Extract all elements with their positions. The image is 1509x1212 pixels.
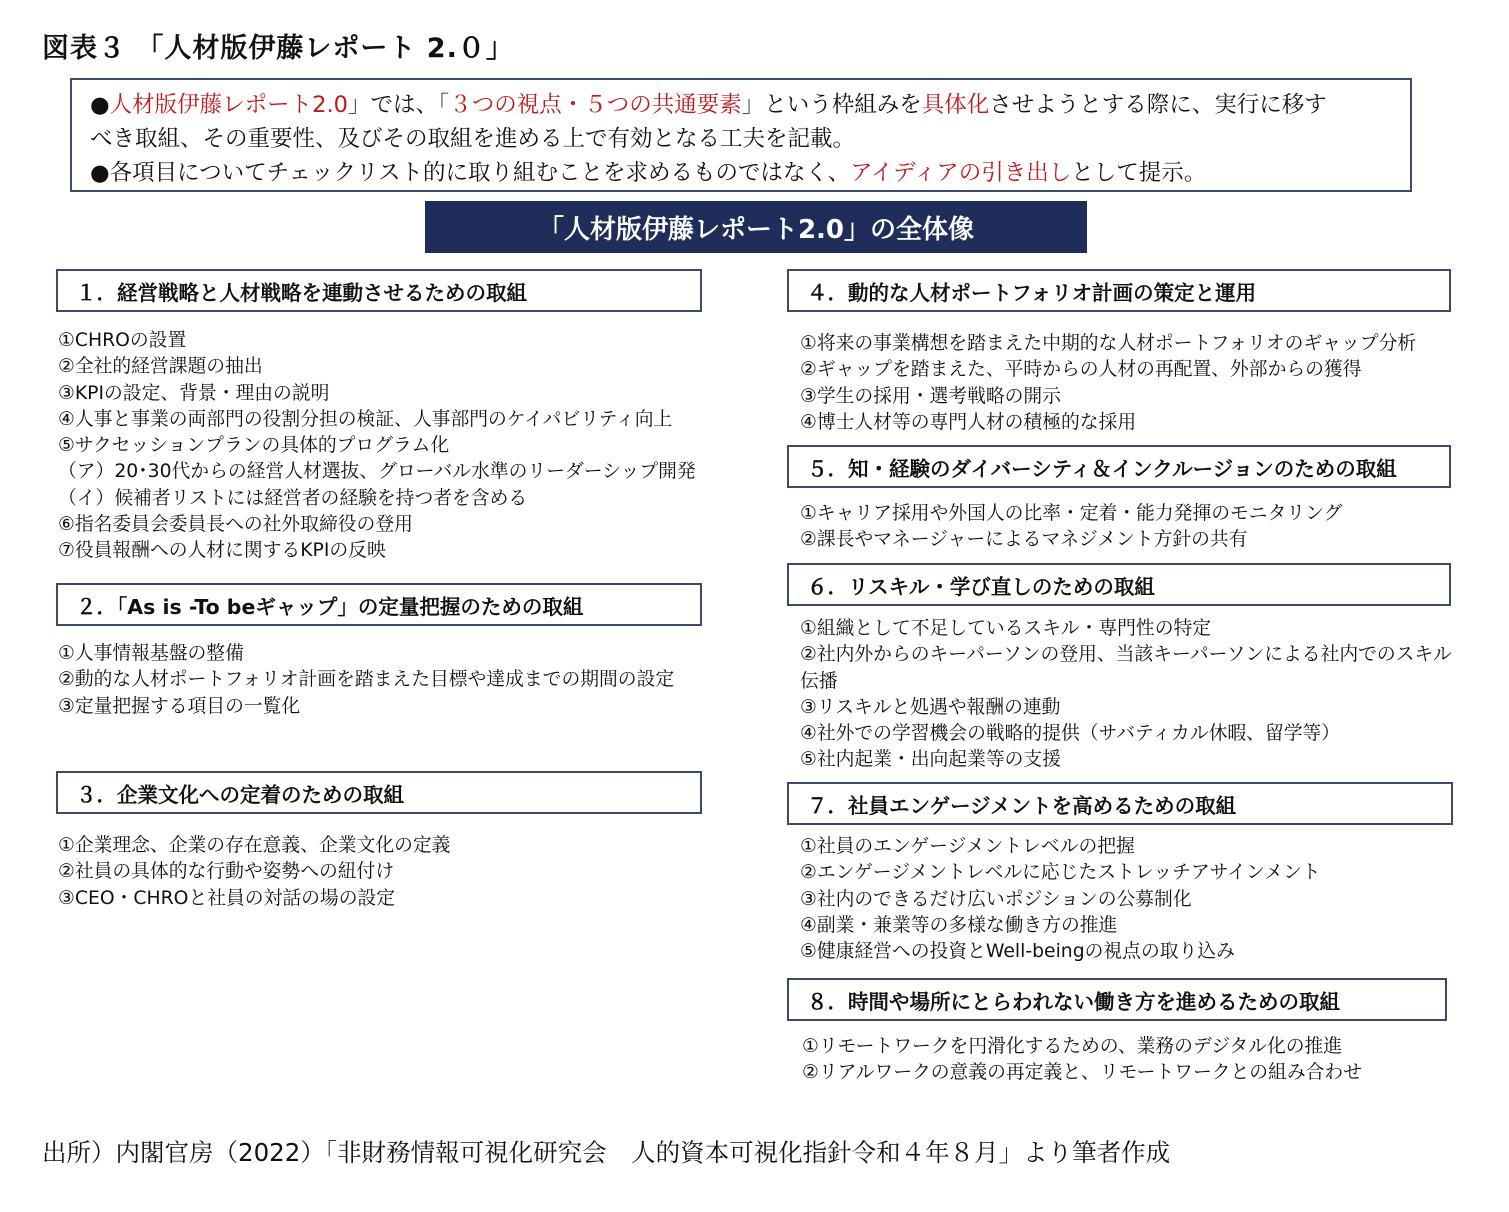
list-item: ③社内のできるだけ広いポジションの公募制化: [800, 888, 1192, 910]
section-heading-7: ７．社員エンゲージメントを高めるための取組: [787, 782, 1453, 825]
list-item: ②課長やマネージャーによるマネジメント方針の共有: [800, 529, 1248, 551]
list-item: ③定量把握する項目の一覧化: [58, 695, 301, 717]
section-heading-6: ６．リスキル・学び直しのための取組: [787, 563, 1451, 606]
list-item: （ア）20･30代からの経営人材選抜、グローバル水準のリーダーシップ開発: [58, 461, 696, 483]
list-item: ①社員のエンゲージメントレベルの把握: [800, 836, 1135, 857]
list-item: ④副業・兼業等の多様な働き方の推進: [800, 914, 1118, 936]
list-item: ⑥指名委員会委員長への社外取締役の登用: [58, 514, 413, 536]
section-heading-4: ４．動的な人材ポートフォリオ計画の策定と運用: [787, 269, 1451, 312]
list-item: ③学生の採用・選考戦略の開示: [800, 385, 1061, 407]
list-item: ①組織として不足しているスキル・専門性の特定: [800, 618, 1212, 639]
list-item: （イ）候補者リストには経営者の経験を持つ者を含める: [58, 487, 528, 509]
list-item: ②全社的経営課題の抽出: [58, 356, 263, 378]
section-items-4: [800, 331, 1416, 436]
list-item: ⑦役員報酬への人材に関するKPIの反映: [58, 540, 386, 562]
list-item: ③KPIの設定、背景・理由の説明: [58, 382, 330, 404]
section-heading-2: ２．「As is -To beギャップ」の定量把握のための取組: [56, 583, 702, 626]
section-heading-5: ５．知・経験のダイバーシティ＆インクルージョンのための取組: [787, 445, 1451, 488]
intro-box: [70, 78, 1412, 192]
list-item: ②エンゲージメントレベルに応じたストレッチアサインメント: [800, 862, 1321, 884]
intro-line-1: ●人材版伊藤レポート2.0」では、「３つの視点・５つの共通要素」という枠組みを具体化させようとする際に、実行に移す: [90, 92, 1327, 118]
list-item: ②リアルワークの意義の再定義と、リモートワークとの組み合わせ: [802, 1062, 1362, 1084]
list-item: ②ギャップを踏まえた、平時からの人材の再配置、外部からの獲得: [800, 359, 1362, 381]
intro-line-3: ●各項目についてチェックリスト的に取り組むことを求めるものではなく、アイディアの引き出しとして提示。: [90, 160, 1207, 186]
list-item: ④社外での学習機会の戦略的提供（サバティカル休暇、留学等）: [800, 723, 1341, 745]
section-heading-3: ３．企業文化への定着のための取組: [56, 771, 702, 814]
section-items-7: [800, 834, 1321, 965]
list-item: ①人事情報基盤の整備: [58, 643, 244, 664]
list-item: ⑤サクセッションプランの具体的プログラム化: [58, 435, 450, 457]
list-item: ③CEO・CHROと社員の対話の場の設定: [58, 887, 396, 909]
list-item: ③リスキルと処遇や報酬の連動: [800, 696, 1061, 718]
list-item: ②社内外からのキーパーソンの登用、当該キーパーソンによる社内でのスキル伝播: [800, 644, 1452, 692]
section-items-8: [802, 1034, 1362, 1087]
list-item: ①企業理念、企業の存在意義、企業文化の定義: [58, 835, 451, 856]
overview-banner: 「人材版伊藤レポート2.0」の全体像: [425, 201, 1087, 253]
list-item: ②動的な人材ポートフォリオ計画を踏まえた目標や達成までの期間の設定: [58, 669, 675, 691]
figure-title: 図表３ 「人材版伊藤レポート 2.０」: [42, 33, 514, 64]
section-items-5: [800, 501, 1342, 554]
section-heading-1: １．経営戦略と人材戦略を連動させるための取組: [56, 269, 702, 312]
list-item: ②社員の具体的な行動や姿勢への紐付け: [58, 861, 395, 883]
list-item: ①将来の事業構想を踏まえた中期的な人材ポートフォリオのギャップ分析: [800, 333, 1417, 354]
list-item: ①CHROの設置: [58, 330, 187, 351]
intro-line-2: べき取組、その重要性、及びその取組を進める上で有効となる工夫を記載。: [90, 126, 856, 152]
section-heading-8: ８．時間や場所にとらわれない働き方を進めるための取組: [787, 978, 1447, 1021]
section-items-1: [58, 328, 696, 565]
list-item: ⑤健康経営への投資とWell-beingの視点の取り込み: [800, 941, 1235, 963]
source-footer: 出所）内閣官房（2022）「非財務情報可視化研究会 人的資本可視化指針令和４年８月」より筆者作成: [42, 1138, 1171, 1167]
section-items-3: [58, 833, 450, 912]
list-item: ①キャリア採用や外国人の比率・定着・能力発揮のモニタリング: [800, 503, 1343, 524]
list-item: ①リモートワークを円滑化するための、業務のデジタル化の推進: [802, 1036, 1343, 1057]
section-items-6: [800, 616, 1455, 774]
list-item: ⑤社内起業・出向起業等の支援: [800, 749, 1061, 771]
list-item: ④博士人材等の専門人材の積極的な採用: [800, 411, 1137, 433]
section-items-2: [58, 641, 674, 720]
list-item: ④人事と事業の両部門の役割分担の検証、人事部門のケイパビリティ向上: [58, 408, 673, 430]
